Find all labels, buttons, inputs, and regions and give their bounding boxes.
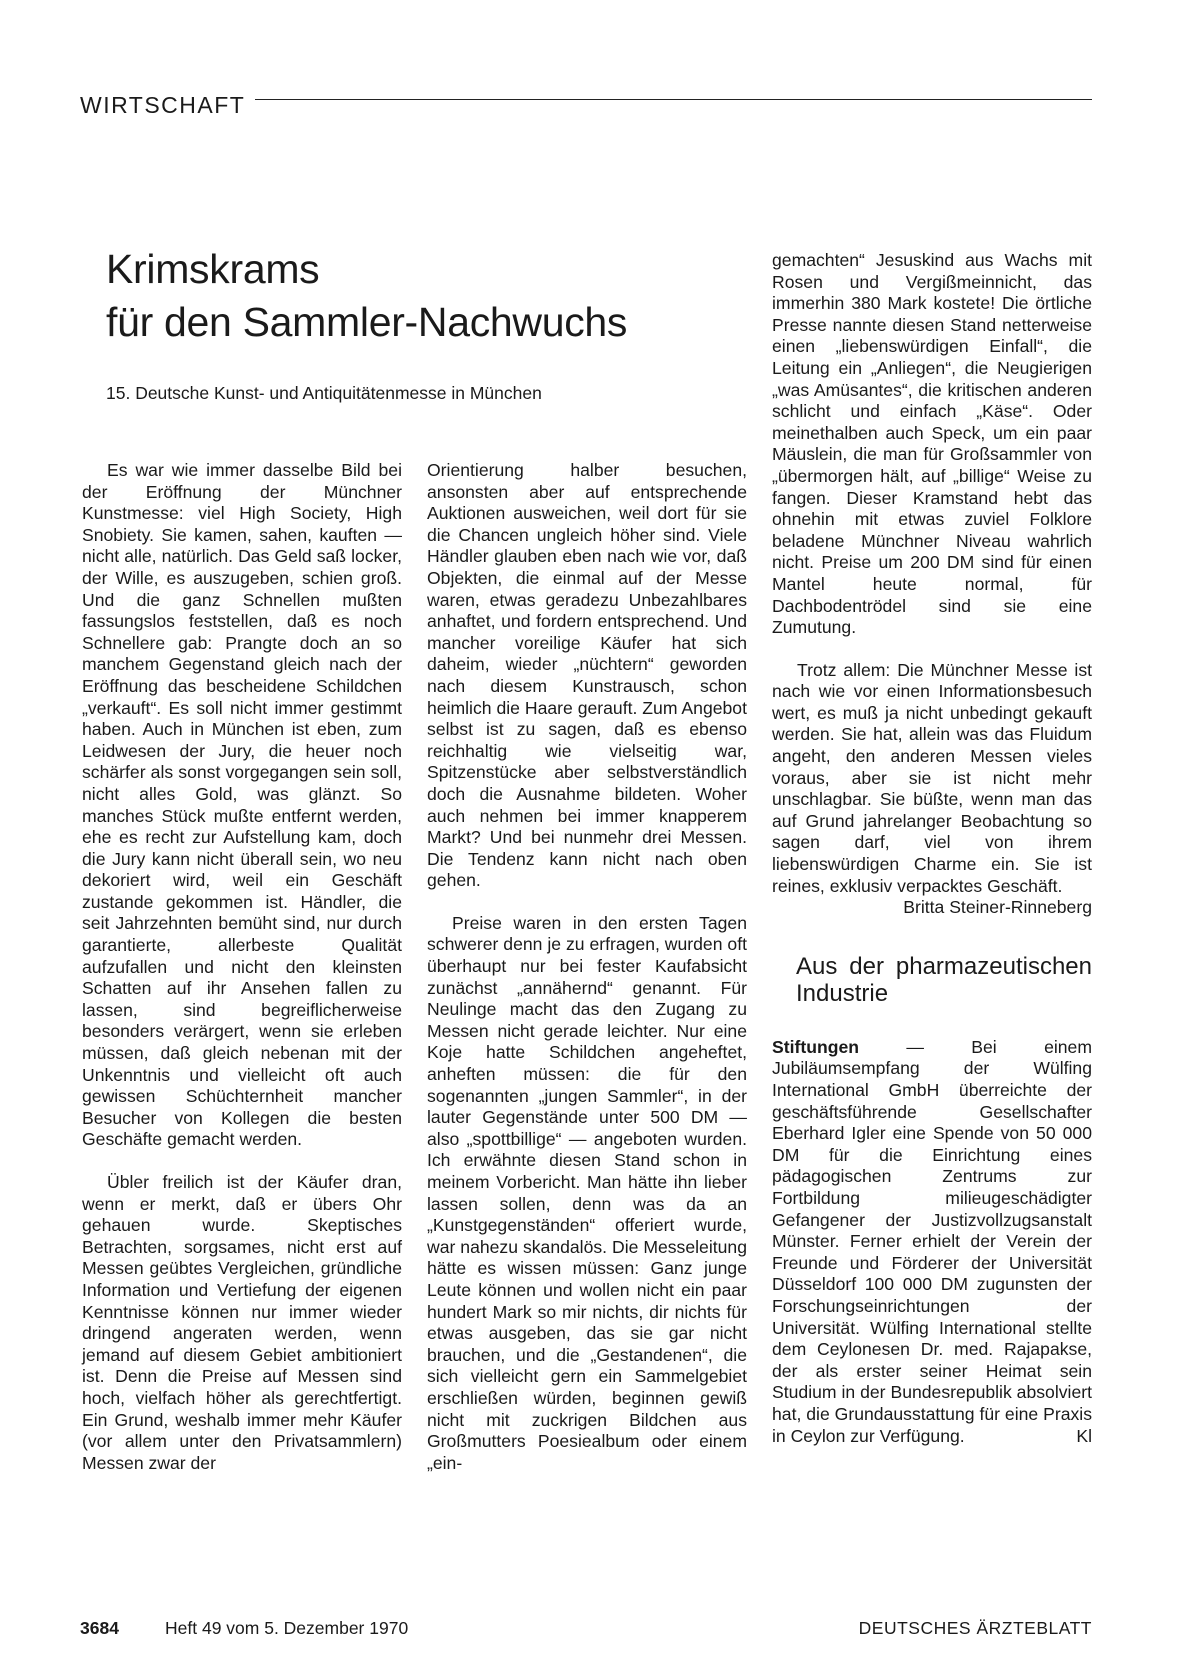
page-footer (80, 1618, 1092, 1642)
article-column-1 (82, 460, 402, 1474)
article-column-3 (772, 250, 1092, 1447)
news-lead: Stiftungen (772, 1036, 859, 1057)
author-signature: Britta Steiner-Rinneberg (903, 897, 1092, 918)
article-subtitle: 15. Deutsche Kunst- und Antiquitätenmesse in München (106, 383, 542, 403)
journal-name: DEUTSCHES ÄRZTEBLATT (858, 1618, 1092, 1638)
paragraph: Trotz allem: Die Münchner Messe ist nach wie vor einen Informationsbesuch wert, es muß ja nicht unbedingt gekauft werden. Sie hat, allein was das Fluidum angeht, den anderen Messen vieles voraus, aber sie ist nicht mehr unschlagbar. Sie büßte, wenn man das auf Grund jahrelanger Beobachtung so sagen darf, viel von ihrem liebenswürdigen Charme ein. Sie ist reines, exklusiv verpacktes Geschäft. (772, 659, 1092, 896)
issue-info: Heft 49 vom 5. Dezember 1970 (165, 1618, 409, 1638)
paragraph: Orientierung halber besuchen, ansonsten aber auf entsprechende Auktionen ausweichen, weil dort für sie die Chancen ungleich höher sind. Viele Händler glauben eben nach wie vor, daß Objekten, die einmal auf der Messe waren, etwas geradezu Unbezahlbares anhaftet, und fordern entsprechend. Und mancher voreilige Käufer hat sich daheim, wieder „nüchtern“ geworden nach diesem Kunstrausch, schon heimlich die Haare gerauft. Zum Angebot selbst ist zu sagen, daß es ebenso reichhaltig wie vielseitig war, Spitzenstücke aber selbstverständlich doch die Ausnahme bildeten. Woher auch nehmen bei immer knapperem Markt? Und bei nunmehr drei Messen. Die Tendenz kann nicht nach oben gehen. (427, 460, 747, 891)
news-initials: Kl (1076, 1425, 1092, 1446)
section-label: WIRTSCHAFT (80, 91, 246, 118)
paragraph: Preise waren in den ersten Tagen schwerer denn je zu erfragen, wurden oft überhaupt nur bei fester Kaufabsicht zunächst „annähernd“ genannt. Für Neulinge macht das den Zugang zu Messen nicht gerade leichter. Nur eine Koje hatte Schildchen angeheftet, anheften müssen: die für den sogenannten „jungen Sammler“, in der lauter Gegenstände unter 500 DM — also „spottbillige“ — angeboten wurden. Ich erwähnte diesen Stand schon in meinem Vorbericht. Man hätte ihn lieber lassen sollen, denn was da an „Kunstgegenständen“ offeriert wurde, war nahezu skandalös. Die Messeleitung hätte es wissen müssen: Ganz junge Leute können und wollen nicht ein paar hundert Mark so mir nichts, dir nichts für etwas ausgeben, das sie gar nicht brauchen, und die „Gestandenen“, die sich vielleicht gern ein Sammelgebiet erschließen würden, beginnen gewiß nicht mit zuckrigen Bildchen aus Großmutters Poesiealbum oder einem „ein- (427, 912, 747, 1473)
paragraph: gemachten“ Jesuskind aus Wachs mit Rosen und Vergißmeinnicht, das immerhin 380 Mark kostete! Die örtliche Presse nannte diesen Stand netterweise einen „liebenswürdigen Einfall“, die Leitung ein „Anliegen“, die Neugierigen „was Amüsantes“, die kritischen anderen schlicht und einfach „Käse“. Oder meinethalben auch Speck, um ein paar Mäuslein, die man für Großsammler von „übermorgen hält, auf „billige“ Weise zu fangen. Dieser Kramstand hebt das ohnehin mit etwas zuviel Folklore beladene Münchner Niveau wahrlich nicht. Preise um 200 DM sind für einen Mantel heute normal, für Dachbodentrödel sind sie eine Zumutung. (772, 250, 1092, 638)
news-paragraph (772, 1037, 1092, 1447)
page-number: 3684 (80, 1618, 119, 1638)
section-rule (255, 99, 1092, 100)
news-heading: Aus der pharmazeutischen Industrie (796, 952, 1092, 1007)
news-body: — Bei einem Jubiläumsempfang der Wülfing International GmbH überreichte der geschäftsführende Gesellschafter Eberhard Igler eine Spende von 50 000 DM für die Einrichtung eines pädagogischen Zentrums zur Fortbildung milieugeschädigter Gefangener der Justizvollzugsanstalt Münster. Ferner erhielt der Verein der Freunde und Förderer der Universität Düsseldorf 100 000 DM zugunsten der Forschungseinrichtungen der Universität. Wülfing International stellte dem Ceylonesen Dr. med. Rajapakse, der als erster seiner Heimat sein Studium in der Bundesrepublik absolviert hat, die Grundausstattung für eine Praxis in Ceylon zur Verfügung. (772, 1036, 1092, 1446)
paragraph: Es war wie immer dasselbe Bild bei der Eröffnung der Münchner Kunstmesse: viel High Society, High Snobiety. Sie kamen, sahen, kauften — nicht alle, natürlich. Das Geld saß locker, der Wille, es auszugeben, schien groß. Und die ganz Schnellen mußten fassungslos feststellen, daß es noch Schnellere gab: Prangte doch an so manchem Gegenstand gleich nach der Eröffnung das bescheidene Schildchen „verkauft“. Es soll nicht immer gestimmt haben. Auch in München ist eben, zum Leidwesen der Jury, die heuer noch schärfer als sonst vorgegangen sein soll, nicht alles Gold, was glänzt. So manches Stück mußte entfernt werden, ehe es recht zur Aufstellung kam, doch die Jury kann nicht überall sein, wo neu dekoriert wird, weil ein Geschäft zustande gekommen ist. Händler, die seit Jahrzehnten bemüht sind, nur durch garantierte, allerbeste Qualität aufzufallen und nicht den kleinsten Schatten auf ihr Ansehen fallen zu lassen, sind begreiflicherweise besonders verärgert, wenn sie erleben müssen, daß gleich nebenan mit der Unkenntnis und vielleicht oft auch gewissen Schüchternheit mancher Besucher von Kollegen die besten Geschäfte gemacht werden. (82, 460, 402, 1150)
section-header (80, 90, 1092, 120)
headline-line-1: Krimskrams (106, 246, 320, 292)
article-headline (106, 243, 726, 349)
article-column-2 (427, 460, 747, 1474)
paragraph: Übler freilich ist der Käufer dran, wenn er merkt, daß er übers Ohr gehauen wurde. Skeptisches Betrachten, sorgsames, nicht erst auf Messen geübtes Vergleichen, gründliche Information und Vertiefung der eigenen Kenntnisse können nur immer wieder dringend angeraten werden, wenn jemand auf diesem Gebiet ambitioniert ist. Denn die Preise auf Messen sind hoch, vielfach höher als gerechtfertigt. Ein Grund, weshalb immer mehr Käufer (vor allem unter den Privatsammlern) Messen zwar der (82, 1172, 402, 1473)
headline-line-2: für den Sammler-Nachwuchs (106, 299, 628, 345)
